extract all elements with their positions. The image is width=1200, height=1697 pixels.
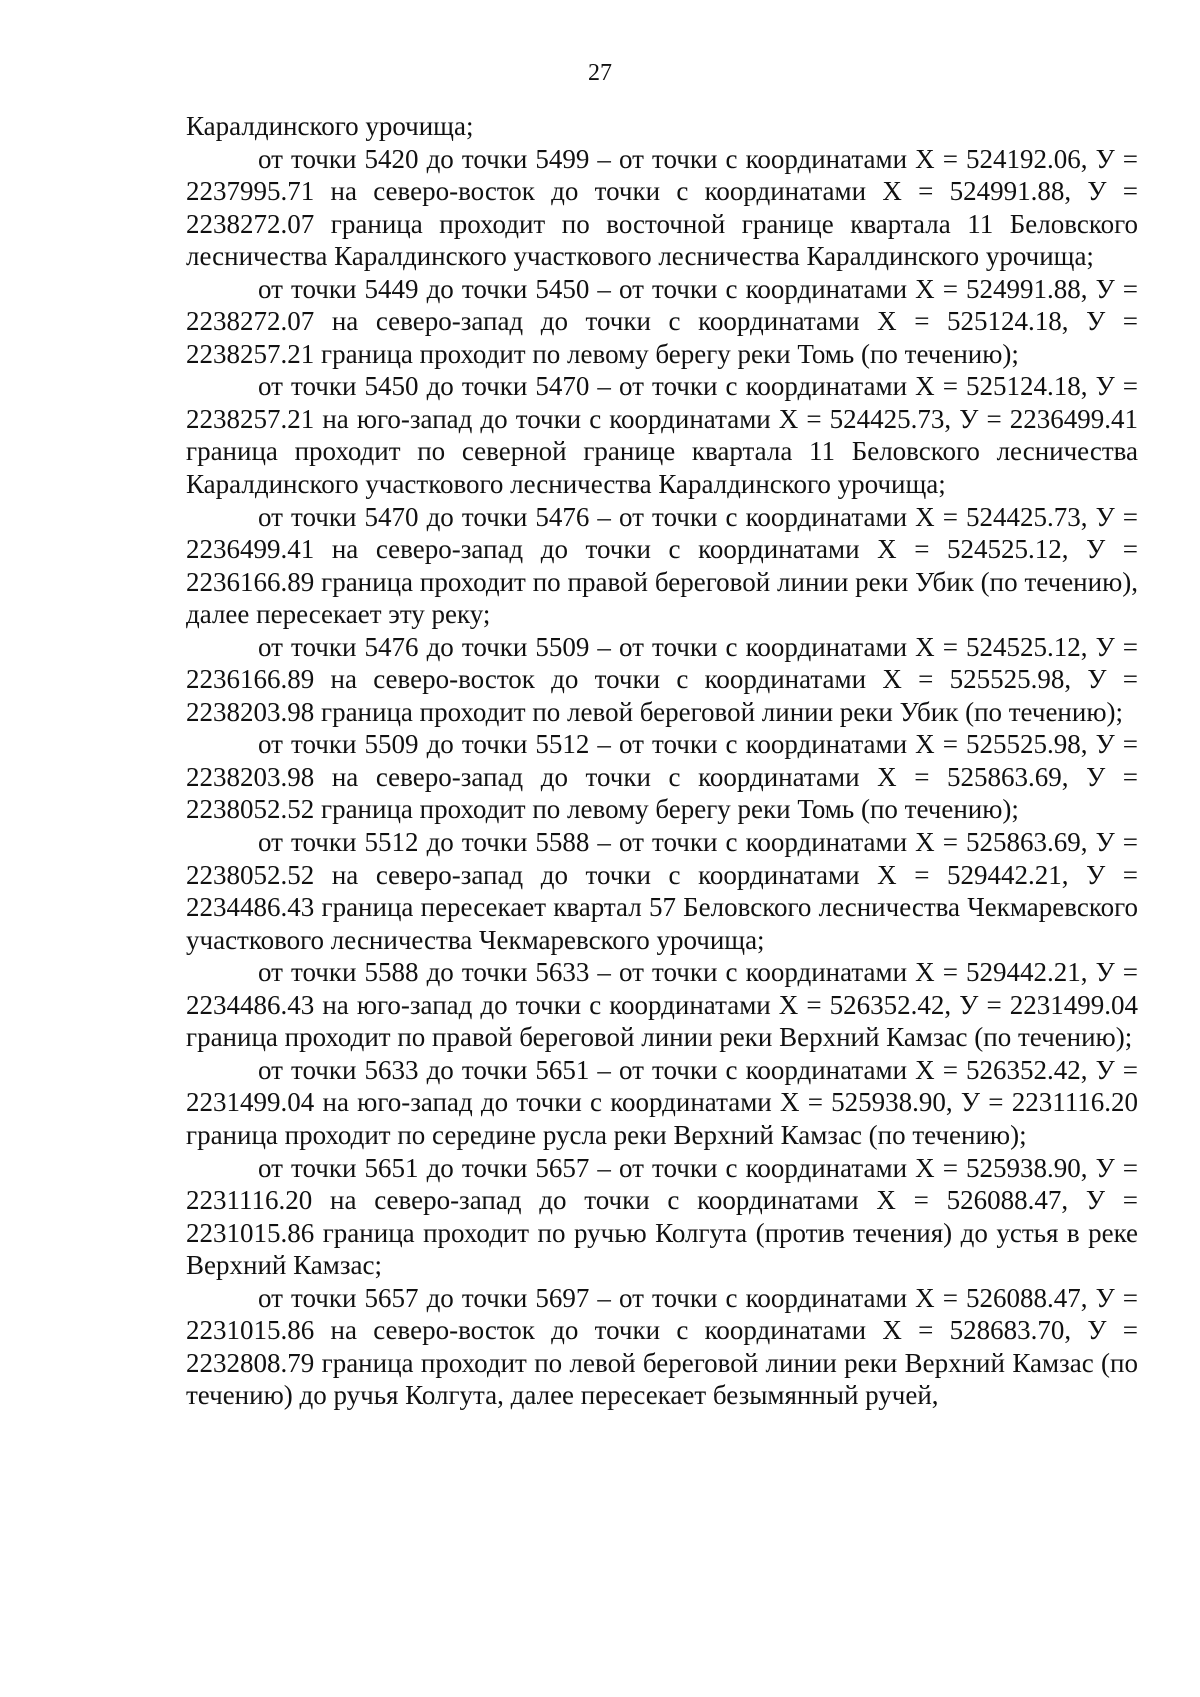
paragraph-segment-5651-5657: от точки 5651 до точки 5657 – от точки с координатами Х = 525938.90, У = 2231116.20 на северо-запад до точки с координатами Х = 526088.47, У = 2231015.86 граница проходит по ручью Колгута (против течения) до устья в реке Верхний Камзас;: [186, 1152, 1138, 1281]
paragraph-segment-5450-5470: от точки 5450 до точки 5470 – от точки с координатами Х = 525124.18, У = 2238257.21 на юго-запад до точки с координатами Х = 524425.73, У = 2236499.41 граница проходит по северной границе квартала 11 Беловского лесничества Каралдинского участкового лесничества Каралдинского урочища;: [186, 371, 1138, 500]
paragraph-segment-5657-5697: от точки 5657 до точки 5697 – от точки с координатами Х = 526088.47, У = 2231015.86 на северо-восток до точки с координатами Х = 528683.70, У = 2232808.79 граница проходит по левой береговой линии реки Верхний Камзас (по течению) до ручья Колгута, далее пересекает безымянный ручей,: [186, 1282, 1138, 1411]
paragraph-segment-5512-5588: от точки 5512 до точки 5588 – от точки с координатами Х = 525863.69, У = 2238052.52 на северо-запад до точки с координатами Х = 529442.21, У = 2234486.43 граница пересекает квартал 57 Беловского лесничества Чекмаревского участкового лесничества Чекмаревского урочища;: [186, 827, 1138, 955]
paragraph-segment-5420-5499: от точки 5420 до точки 5499 – от точки с координатами Х = 524192.06, У = 2237995.71 на северо-восток до точки с координатами Х = 524991.88, У = 2238272.07 граница проходит по восточной границе квартала 11 Беловского лесничества Каралдинского участкового лесничества Каралдинского урочища;: [186, 143, 1138, 272]
paragraph-segment-5509-5512: от точки 5509 до точки 5512 – от точки с координатами Х = 525525.98, У = 2238203.98 на северо-запад до точки с координатами Х = 525863.69, У = 2238052.52 граница проходит по левому берегу реки Томь (по течению);: [186, 729, 1138, 825]
page-number: 27: [588, 60, 612, 86]
paragraph-segment-5633-5651: от точки 5633 до точки 5651 – от точки с координатами Х = 526352.42, У = 2231499.04 на юго-запад до точки с координатами Х = 525938.90, У = 2231116.20 граница проходит по середине русла реки Верхний Камзас (по течению);: [186, 1054, 1138, 1150]
paragraph-continuation: Каралдинского урочища;: [186, 111, 474, 141]
paragraph-segment-5588-5633: от точки 5588 до точки 5633 – от точки с координатами Х = 529442.21, У = 2234486.43 на юго-запад до точки с координатами Х = 526352.42, У = 2231499.04 граница проходит по правой береговой линии реки Верхний Камзас (по течению);: [186, 957, 1138, 1053]
document-body: [186, 110, 1138, 1412]
paragraph-segment-5470-5476: от точки 5470 до точки 5476 – от точки с координатами Х = 524425.73, У = 2236499.41 на северо-запад до точки с координатами Х = 524525.12, У = 2236166.89 граница проходит по правой береговой линии реки Убик (по течению), далее пересекает эту реку;: [186, 501, 1138, 630]
paragraph-segment-5449-5450: от точки 5449 до точки 5450 – от точки с координатами Х = 524991.88, У = 2238272.07 на северо-запад до точки с координатами Х = 525124.18, У = 2238257.21 граница проходит по левому берегу реки Томь (по течению);: [186, 273, 1138, 369]
paragraph-segment-5476-5509: от точки 5476 до точки 5509 – от точки с координатами Х = 524525.12, У = 2236166.89 на северо-восток до точки с координатами Х = 525525.98, У = 2238203.98 граница проходит по левой береговой линии реки Убик (по течению);: [186, 631, 1138, 727]
